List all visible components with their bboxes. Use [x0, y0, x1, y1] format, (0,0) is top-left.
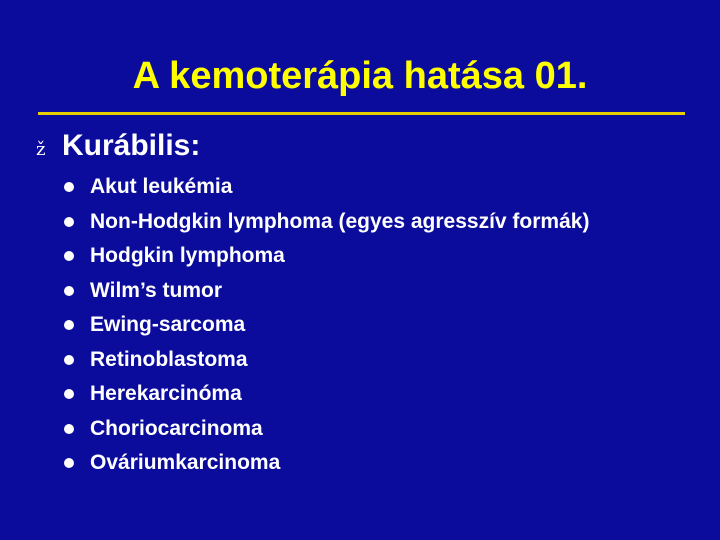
section-header — [36, 126, 676, 166]
section-heading: Kurábilis: — [62, 129, 201, 162]
bullet-icon — [64, 320, 74, 330]
list-item — [64, 170, 676, 205]
list-item — [64, 205, 676, 240]
list-item-text: Wilm’s tumor — [90, 278, 223, 302]
list-item-text: Choriocarcinoma — [90, 416, 263, 440]
list-item-text: Retinoblastoma — [90, 347, 248, 371]
title-divider — [38, 112, 685, 115]
bullet-icon — [64, 424, 74, 434]
list-item — [64, 239, 676, 274]
list-item — [64, 412, 676, 447]
list-item — [64, 274, 676, 309]
list-item-text: Non-Hodgkin lymphoma (egyes agresszív formák) — [90, 209, 590, 233]
bullet-icon — [64, 217, 74, 227]
slide-title: A kemoterápia hatása 01. — [132, 55, 588, 97]
list-item-text: Ováriumkarcinoma — [90, 451, 281, 475]
section-marker-icon: ž — [36, 139, 46, 160]
bullet-icon — [64, 286, 74, 296]
bullet-list — [36, 170, 676, 481]
bullet-icon — [64, 389, 74, 399]
bullet-icon — [64, 182, 74, 192]
list-item — [64, 377, 676, 412]
content-section — [36, 126, 676, 481]
bullet-icon — [64, 355, 74, 365]
bullet-icon — [64, 251, 74, 261]
list-item-text: Ewing-sarcoma — [90, 313, 246, 337]
list-item — [64, 446, 676, 481]
list-item — [64, 343, 676, 378]
list-item-text: Herekarcinóma — [90, 382, 242, 406]
bullet-icon — [64, 458, 74, 468]
list-item-text: Akut leukémia — [90, 175, 233, 199]
list-item — [64, 308, 676, 343]
list-item-text: Hodgkin lymphoma — [90, 244, 285, 268]
